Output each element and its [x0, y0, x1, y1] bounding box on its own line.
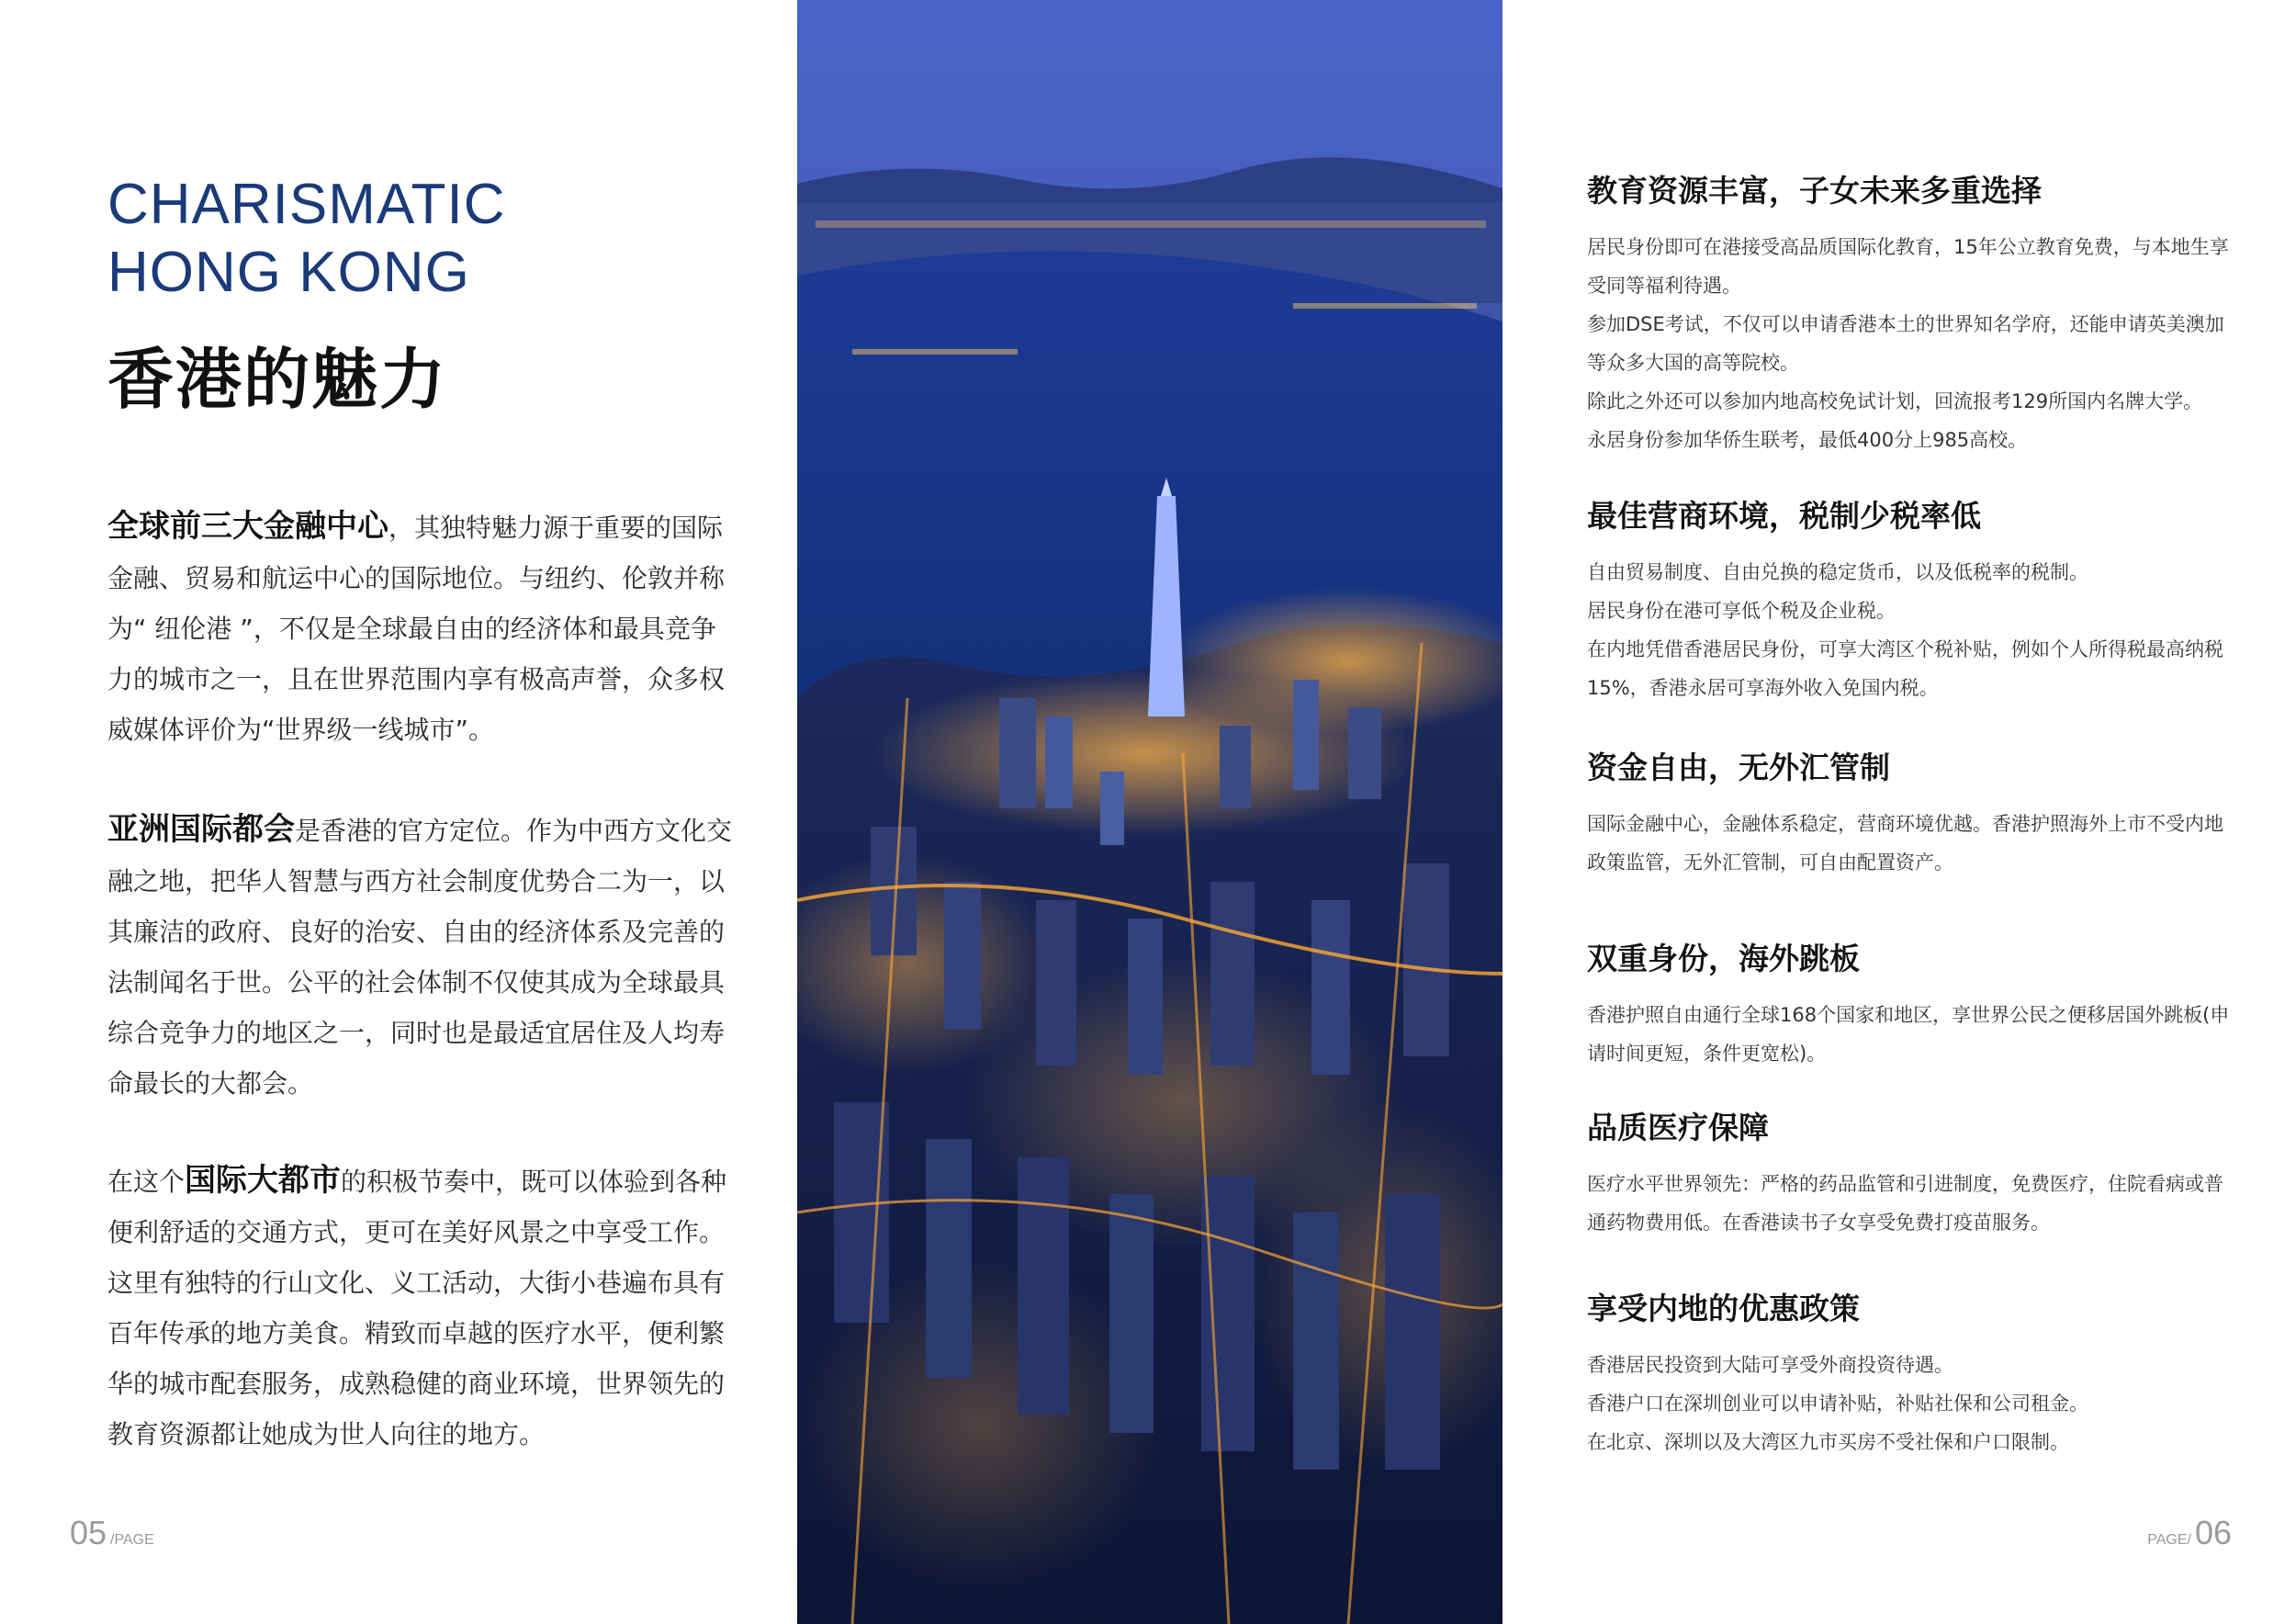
- english-title: [107, 171, 506, 307]
- section-mainland-policy-line-3: 在北京、深圳以及大湾区九市买房不受社保和户口限制。: [1587, 1431, 2069, 1453]
- paragraph-2-highlight: 亚洲国际都会: [107, 811, 295, 848]
- page-number-right-label: PAGE/: [2147, 1532, 2191, 1548]
- section-capital: [1587, 748, 2230, 882]
- paragraph-2-text: 是香港的官方定位。作为中西方文化交融之地，把华人智慧与西方社会制度优势合二为一，以其廉洁的政府、良好的治安、自由的经济体系及完善的法制闻名于世。公平的社会体制不仅使其成为全球最具综合竞争力的地区之一，同时也是最适宜居住及人均寿命最长的大都会。: [107, 816, 733, 1099]
- intro-paragraph-2: [107, 805, 732, 1109]
- english-title-line-1: CHARISMATIC: [107, 173, 506, 236]
- section-business-title: 最佳营商环境，税制少税率低: [1587, 498, 1981, 534]
- page-number-right: [2144, 1514, 2232, 1552]
- paragraph-1-highlight: 全球前三大金融中心: [107, 508, 388, 545]
- section-education-line-3: 除此之外还可以参加内地高校免试计划，回流报考129所国内名牌大学。: [1587, 390, 2203, 412]
- intro-paragraph-3: [107, 1156, 732, 1460]
- section-business-line-1: 自由贸易制度、自由兑换的稳定货币，以及低税率的税制。: [1587, 561, 2088, 583]
- section-business-line-3: 在内地凭借香港居民身份，可享大湾区个税补贴，例如个人所得税最高纳税15%，香港永居可享海外收入免国内税。: [1587, 638, 2223, 699]
- paragraph-1-text: ，其独特魅力源于重要的国际金融、贸易和航运中心的国际地位。与纽约、伦敦并称为“ 纽伦港 ”，不仅是全球最自由的经济体和最具竞争力的城市之一，且在世界范围内享有极高声誉，众多权威媒体评价为“世界级一线城市”。: [107, 513, 726, 745]
- section-mainland-policy-line-1: 香港居民投资到大陆可享受外商投资待遇。: [1587, 1354, 1953, 1376]
- left-page: [0, 0, 797, 1624]
- section-capital-line-1: 国际金融中心，金融体系稳定，营商环境优越。香港护照海外上市不受内地政策监管，无外汇管制，可自由配置资产。: [1587, 813, 2223, 874]
- paragraph-3-text: 的积极节奏中，既可以体验到各种便利舒适的交通方式，更可在美好风景之中享受工作。这里有独特的行山文化、义工活动，大街小巷遍布具有百年传承的地方美食。精致而卓越的医疗水平，便利繁华的城市配套服务，成熟稳健的商业环境，世界领先的教育资源都让她成为世人向往的地方。: [107, 1167, 727, 1449]
- section-mainland-policy-title: 享受内地的优惠政策: [1587, 1291, 1860, 1326]
- section-dual-identity-title: 双重身份，海外跳板: [1587, 941, 1860, 976]
- paragraph-3-highlight: 国际大都市: [185, 1162, 342, 1199]
- section-medical: [1587, 1108, 2230, 1242]
- section-business: [1587, 496, 2230, 707]
- section-capital-title: 资金自由，无外汇管制: [1587, 750, 1890, 785]
- section-education-line-2: 参加DSE考试，不仅可以申请香港本土的世界知名学府，还能申请英美澳加等众多大国的高等院校。: [1587, 313, 2224, 374]
- english-title-line-2: HONG KONG: [107, 241, 470, 304]
- hong-kong-night-aerial-photo: [797, 0, 1503, 1624]
- section-education-title: 教育资源丰富，子女未来多重选择: [1587, 173, 2042, 209]
- section-medical-line-1: 医疗水平世界领先：严格的药品监管和引进制度，免费医疗，住院看病或普通药物费用低。在香港读书子女享受免费打疫苗服务。: [1587, 1173, 2223, 1234]
- section-education-line-1: 居民身份即可在港接受高品质国际化教育，15年公立教育免费，与本地生享受同等福利待遇。: [1587, 236, 2229, 297]
- section-education: [1587, 171, 2230, 459]
- intro-paragraph-1: [107, 502, 732, 755]
- page-number-right-value: 06: [2194, 1514, 2232, 1551]
- section-education-line-4: 永居身份参加华侨生联考，最低400分上985高校。: [1587, 429, 2028, 451]
- page-number-left: [70, 1514, 158, 1552]
- section-dual-identity: [1587, 939, 2230, 1073]
- right-page: [1503, 0, 2296, 1624]
- section-dual-identity-line-1: 香港护照自由通行全球168个国家和地区，享世界公民之便移居国外跳板(申请时间更短，条件更宽松)。: [1587, 1004, 2230, 1065]
- section-mainland-policy-line-2: 香港户口在深圳创业可以申请补贴，补贴社保和公司租金。: [1587, 1393, 2088, 1415]
- section-business-line-2: 居民身份在港可享低个税及企业税。: [1587, 600, 1896, 622]
- section-medical-title: 品质医疗保障: [1587, 1110, 1769, 1145]
- page-number-left-label: /PAGE: [110, 1532, 154, 1548]
- chinese-title: 香港的魅力: [107, 341, 448, 418]
- page-number-left-value: 05: [70, 1514, 107, 1551]
- section-mainland-policy: [1587, 1289, 2230, 1461]
- paragraph-3-prefix: 在这个: [107, 1167, 186, 1197]
